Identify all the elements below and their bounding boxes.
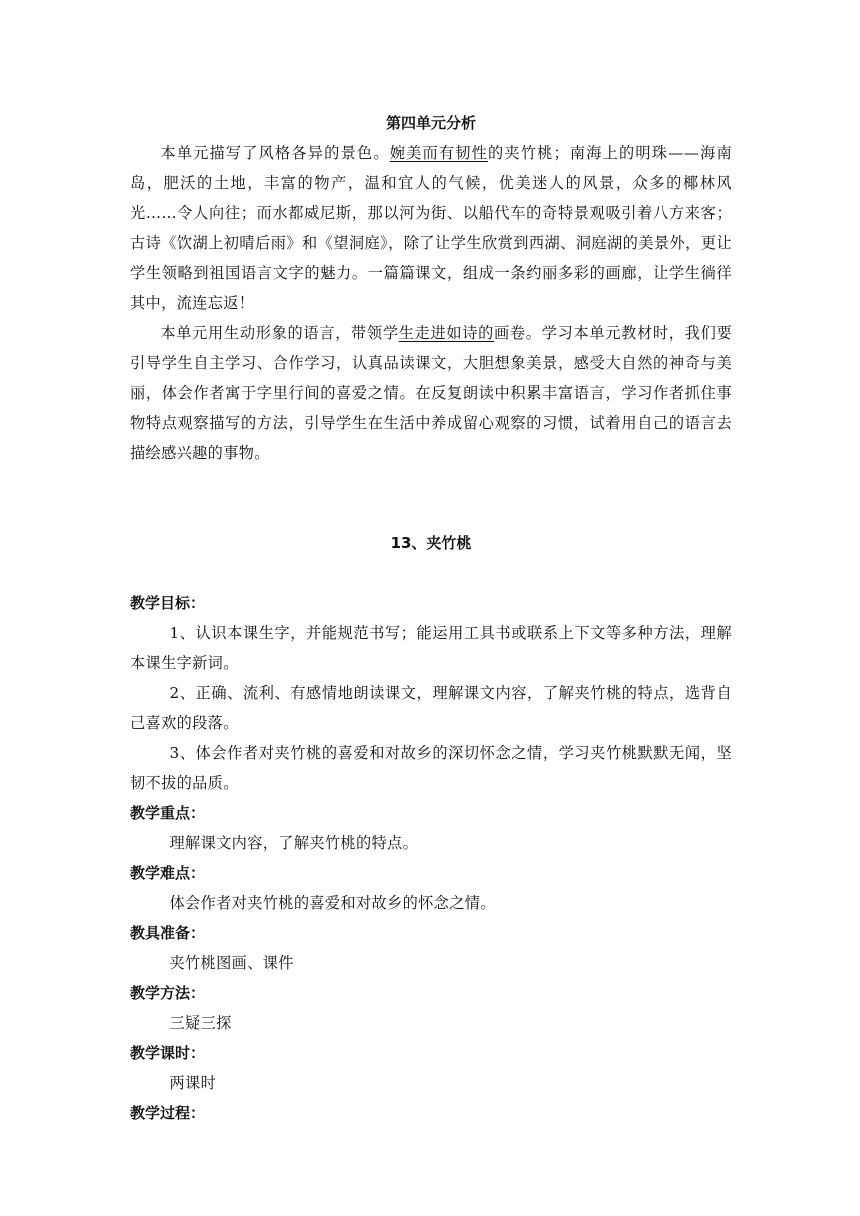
goal-item-3: 3、体会作者对夹竹桃的喜爱和对故乡的深切怀念之情，学习夹竹桃默默无闻，坚韧不拔的品质。 — [130, 744, 732, 792]
lesson-title: 13、夹竹桃 — [390, 534, 472, 552]
difficulty-text: 体会作者对夹竹桃的喜爱和对故乡的怀念之情。 — [169, 894, 496, 912]
key-points-text: 理解课文内容，了解夹竹桃的特点。 — [169, 834, 419, 852]
unit-title: 第四单元分析 — [385, 114, 476, 132]
document-page — [130, 108, 732, 1128]
unit-paragraph-1 — [130, 138, 732, 318]
para2-text-before: 本单元用生动形象的语言，带领学 — [160, 324, 399, 342]
method-label: 教学方法： — [130, 984, 206, 1002]
para1-text-before: 本单元描写了风格各异的景色。 — [160, 144, 390, 162]
para1-text-after: 的夹竹桃；南海上的明珠——海南岛，肥沃的土地，丰富的物产，温和宜人的气候，优美迷人的风景，众多的椰林风光……令人向往；而水都威尼斯，那以河为街、以船代车的奇特景观吸引着八方来客；古诗《饮湖上初晴后雨》和《望洞庭》，除了让学生欣赏到西湖、洞庭湖的美景外，更让学生领略到祖国语言文字的魅力。一篇篇课文，组成一条约丽多彩的画廊，让学生徜徉其中，流连忘返！ — [130, 144, 732, 312]
goal-item-1: 1、认识本课生字，并能规范书写；能运用工具书或联系上下文等多种方法，理解本课生字新词。 — [130, 624, 732, 672]
para2-text-after: 画卷。学习本单元教材时，我们要引导学生自主学习、合作学习，认真品读课文，大胆想象美景，感受大自然的神奇与美丽，体会作者寓于字里行间的喜爱之情。在反复朗读中积累丰富语言，学习作者抓住事物特点观察描写的方法，引导学生在生活中养成留心观察的习惯，试着用自己的语言去描绘感兴趣的事物。 — [130, 324, 732, 462]
hours-label: 教学课时： — [130, 1044, 206, 1062]
unit-paragraph-2 — [130, 318, 732, 468]
section-spacer — [130, 468, 732, 528]
materials-text: 夹竹桃图画、课件 — [169, 954, 294, 972]
para1-underlined-phrase: 婉美而有韧性 — [389, 144, 488, 162]
key-points-label: 教学重点： — [130, 804, 206, 822]
process-label: 教学过程： — [130, 1104, 206, 1122]
goals-label: 教学目标： — [130, 594, 206, 612]
para2-underlined-phrase: 生走进如诗的 — [398, 324, 495, 342]
materials-label: 教具准备： — [130, 924, 206, 942]
section-spacer — [130, 558, 732, 588]
hours-text: 两课时 — [169, 1074, 217, 1092]
goal-item-2: 2、正确、流利、有感情地朗读课文，理解课文内容，了解夹竹桃的特点，选背自己喜欢的段落。 — [130, 684, 732, 732]
difficulty-label: 教学难点： — [130, 864, 206, 882]
method-text: 三疑三探 — [169, 1014, 232, 1032]
